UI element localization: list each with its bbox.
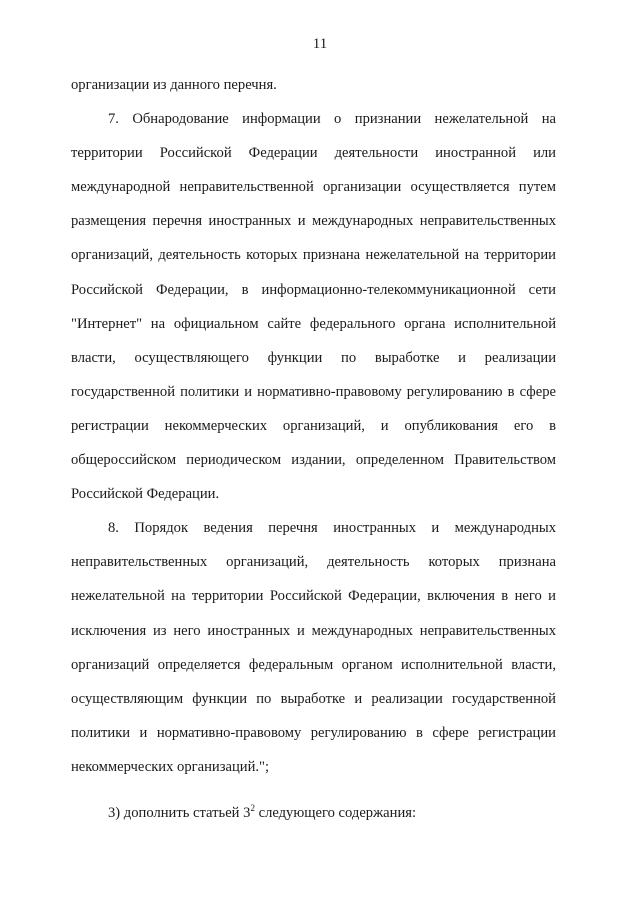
- page-number: 11: [312, 36, 328, 52]
- paragraph-amendment-instruction: [71, 796, 556, 830]
- amendment-text-end: следующего содержания:: [254, 804, 417, 821]
- paragraph-item-8: 8. Порядок ведения перечня иностранных и международных неправительственных организаций, деятельность которых признана нежелательной на территории Российской Федерации, включения в него и исключения из него иностранных и международных неправительственных организаций определяется федеральным органом исполнительной власти, осуществляющим функции по выработке и реализации государственной политики и нормативно-правовому регулированию в сфере регистрации некоммерческих организаций.";: [71, 520, 556, 775]
- document-body: [71, 68, 556, 830]
- amendment-text-start: 3) дополнить статьей 3: [108, 804, 251, 821]
- paragraph-continuation: организации из данного перечня.: [71, 77, 277, 93]
- article-superscript: 2: [250, 802, 255, 813]
- paragraph-item-7: 7. Обнародование информации о признании нежелательной на территории Российской Федерации деятельности иностранной или международной неправительственной организации осуществляется путем размещения перечня иностранных и международных неправительственных организаций, деятельность которых признана нежелательной на территории Российской Федерации, в информационно-телекоммуникационной сети "Интернет" на официальном сайте федерального органа исполнительной власти, осуществляющего функции по выработке и реализации государственной политики и нормативно-правовому регулированию в сфере регистрации некоммерческих организаций, и опубликования его в общероссийском периодическом издании, определенном Правительством Российской Федерации.: [71, 111, 556, 503]
